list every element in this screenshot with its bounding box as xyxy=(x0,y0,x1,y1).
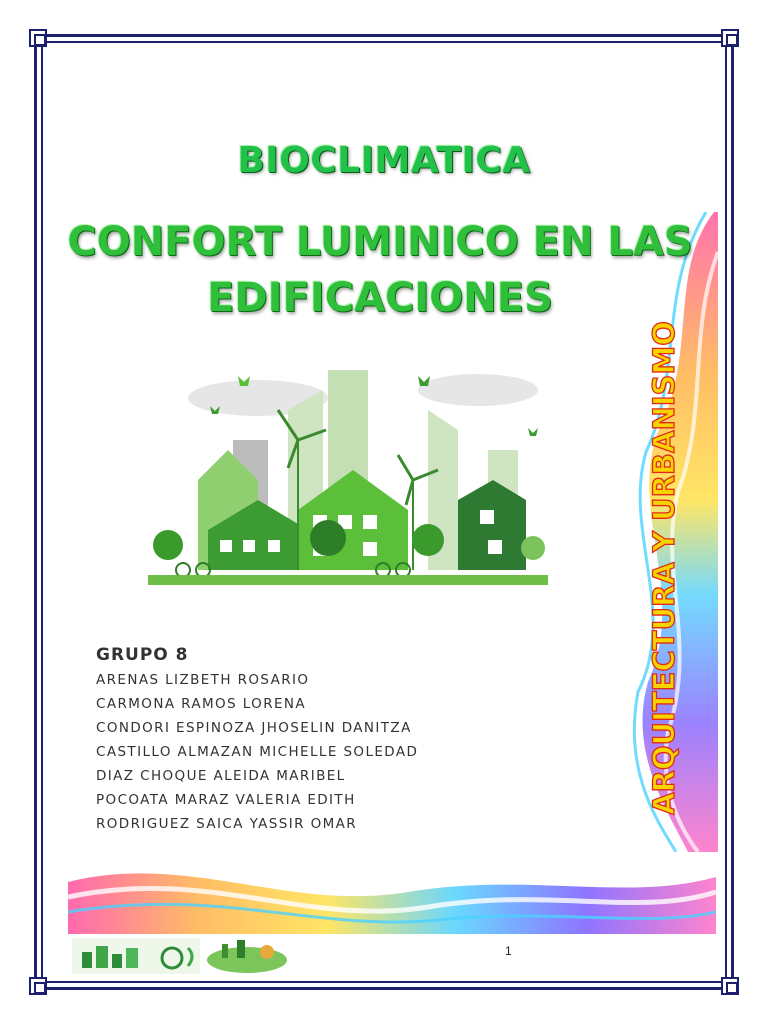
member-name: ARENAS LIZBETH ROSARIO xyxy=(96,672,310,688)
subject-title: BIOCLIMATICA xyxy=(237,140,531,181)
corner-ornament-bottom-left xyxy=(29,977,47,995)
member-name: CARMONA RAMOS LORENA xyxy=(96,696,307,712)
member-name: CONDORI ESPINOZA JHOSELIN DANITZA xyxy=(96,720,412,736)
green-city-illustration xyxy=(148,370,548,600)
group-members-block xyxy=(96,645,418,836)
member-name: DIAZ CHOQUE ALEIDA MARIBEL xyxy=(96,768,346,784)
eco-logos-strip xyxy=(72,938,312,974)
corner-ornament-top-right xyxy=(721,29,739,47)
page-title: CONFORT LUMINICO EN LAS EDIFICACIONES xyxy=(67,219,693,321)
rainbow-wave-bottom xyxy=(68,842,716,934)
page-number: 1 xyxy=(505,944,512,958)
member-name: CASTILLO ALMAZAN MICHELLE SOLEDAD xyxy=(96,744,419,760)
corner-ornament-top-left xyxy=(29,29,47,47)
member-name: POCOATA MARAZ VALERIA EDITH xyxy=(96,792,356,808)
member-name: RODRIGUEZ SAICA YASSIR OMAR xyxy=(96,816,358,832)
side-title: ARQUITECTURA Y URBANISMO xyxy=(647,321,681,815)
corner-ornament-bottom-right xyxy=(721,977,739,995)
group-title: GRUPO 8 xyxy=(96,645,189,665)
